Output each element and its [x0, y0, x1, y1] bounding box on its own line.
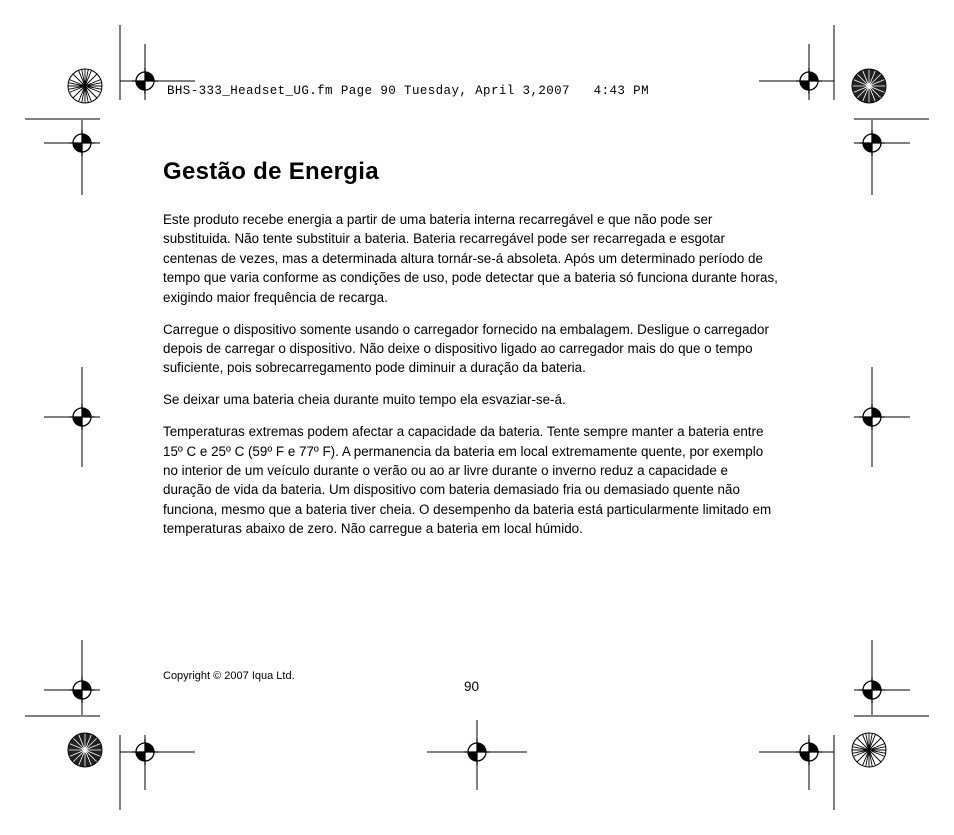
- registration-mark-icon: [796, 739, 822, 765]
- registration-mark-icon: [132, 739, 158, 765]
- registration-mark-icon: [464, 739, 490, 765]
- registration-mark-icon: [69, 677, 95, 703]
- registration-mark-icon: [859, 404, 885, 430]
- print-slug: BHS-333_Headset_UG.fm Page 90 Tuesday, April 3,2007 4:43 PM: [167, 84, 649, 98]
- paragraph: Carregue o dispositivo somente usando o carregador fornecido na embalagem. Desligue o carregador depois de carregar o dispositivo. Não deixe o dispositivo ligado ao carregador mais do que o tempo suficiente, pois sobrecarregamento pode diminuir a duração da bateria.: [163, 321, 769, 376]
- paragraph: Temperaturas extremas podem afectar a capacidade da bateria. Tente sempre manter a bateria entre 15º C e 25º C (59º F e 77º F). A permanencia da bateria em local extremamente quente, por exemplo no interior de um veículo durante o verão ou ao ar livre durante o inverno reduz a capacidade e duração de vida da bateria. Um dispositivo com bateria demasiado fria ou demasiado quente não funciona, mesmo que a bateria tiver cheia. O desempenho da bateria está particularmente limitado em temperaturas abaixo de zero. Não carregue a bateria em local húmido.: [163, 424, 772, 537]
- page-number: 90: [464, 679, 480, 694]
- registration-mark-icon: [69, 130, 95, 156]
- body-text: [163, 210, 778, 551]
- registration-mark-icon: [796, 68, 822, 94]
- copyright-notice: Copyright © 2007 Iqua Ltd.: [163, 670, 295, 682]
- page-title: Gestão de Energia: [163, 158, 379, 185]
- paragraph: Se deixar uma bateria cheia durante muito tempo ela esvaziar-se-á.: [163, 392, 566, 408]
- registration-mark-icon: [132, 68, 158, 94]
- paragraph: Este produto recebe energia a partir de uma bateria interna recarregável e que não pode ser substituida. Não tente substituir a bateria. Bateria recarregável pode ser recarregada e esgotar centenas de vezes, mas a determinada altura tornár-se-á absoleta. Após um determinado período de tempo que varia conforme as condições de uso, pode detectar que a bateria só funciona durante horas, exigindo maior frequência de recarga.: [163, 212, 778, 305]
- star-target-icon: [852, 69, 886, 103]
- star-target-icon: [852, 733, 886, 767]
- star-target-icon: [68, 69, 102, 103]
- registration-mark-icon: [69, 404, 95, 430]
- star-target-icon: [68, 733, 102, 767]
- registration-mark-icon: [859, 130, 885, 156]
- registration-mark-icon: [859, 677, 885, 703]
